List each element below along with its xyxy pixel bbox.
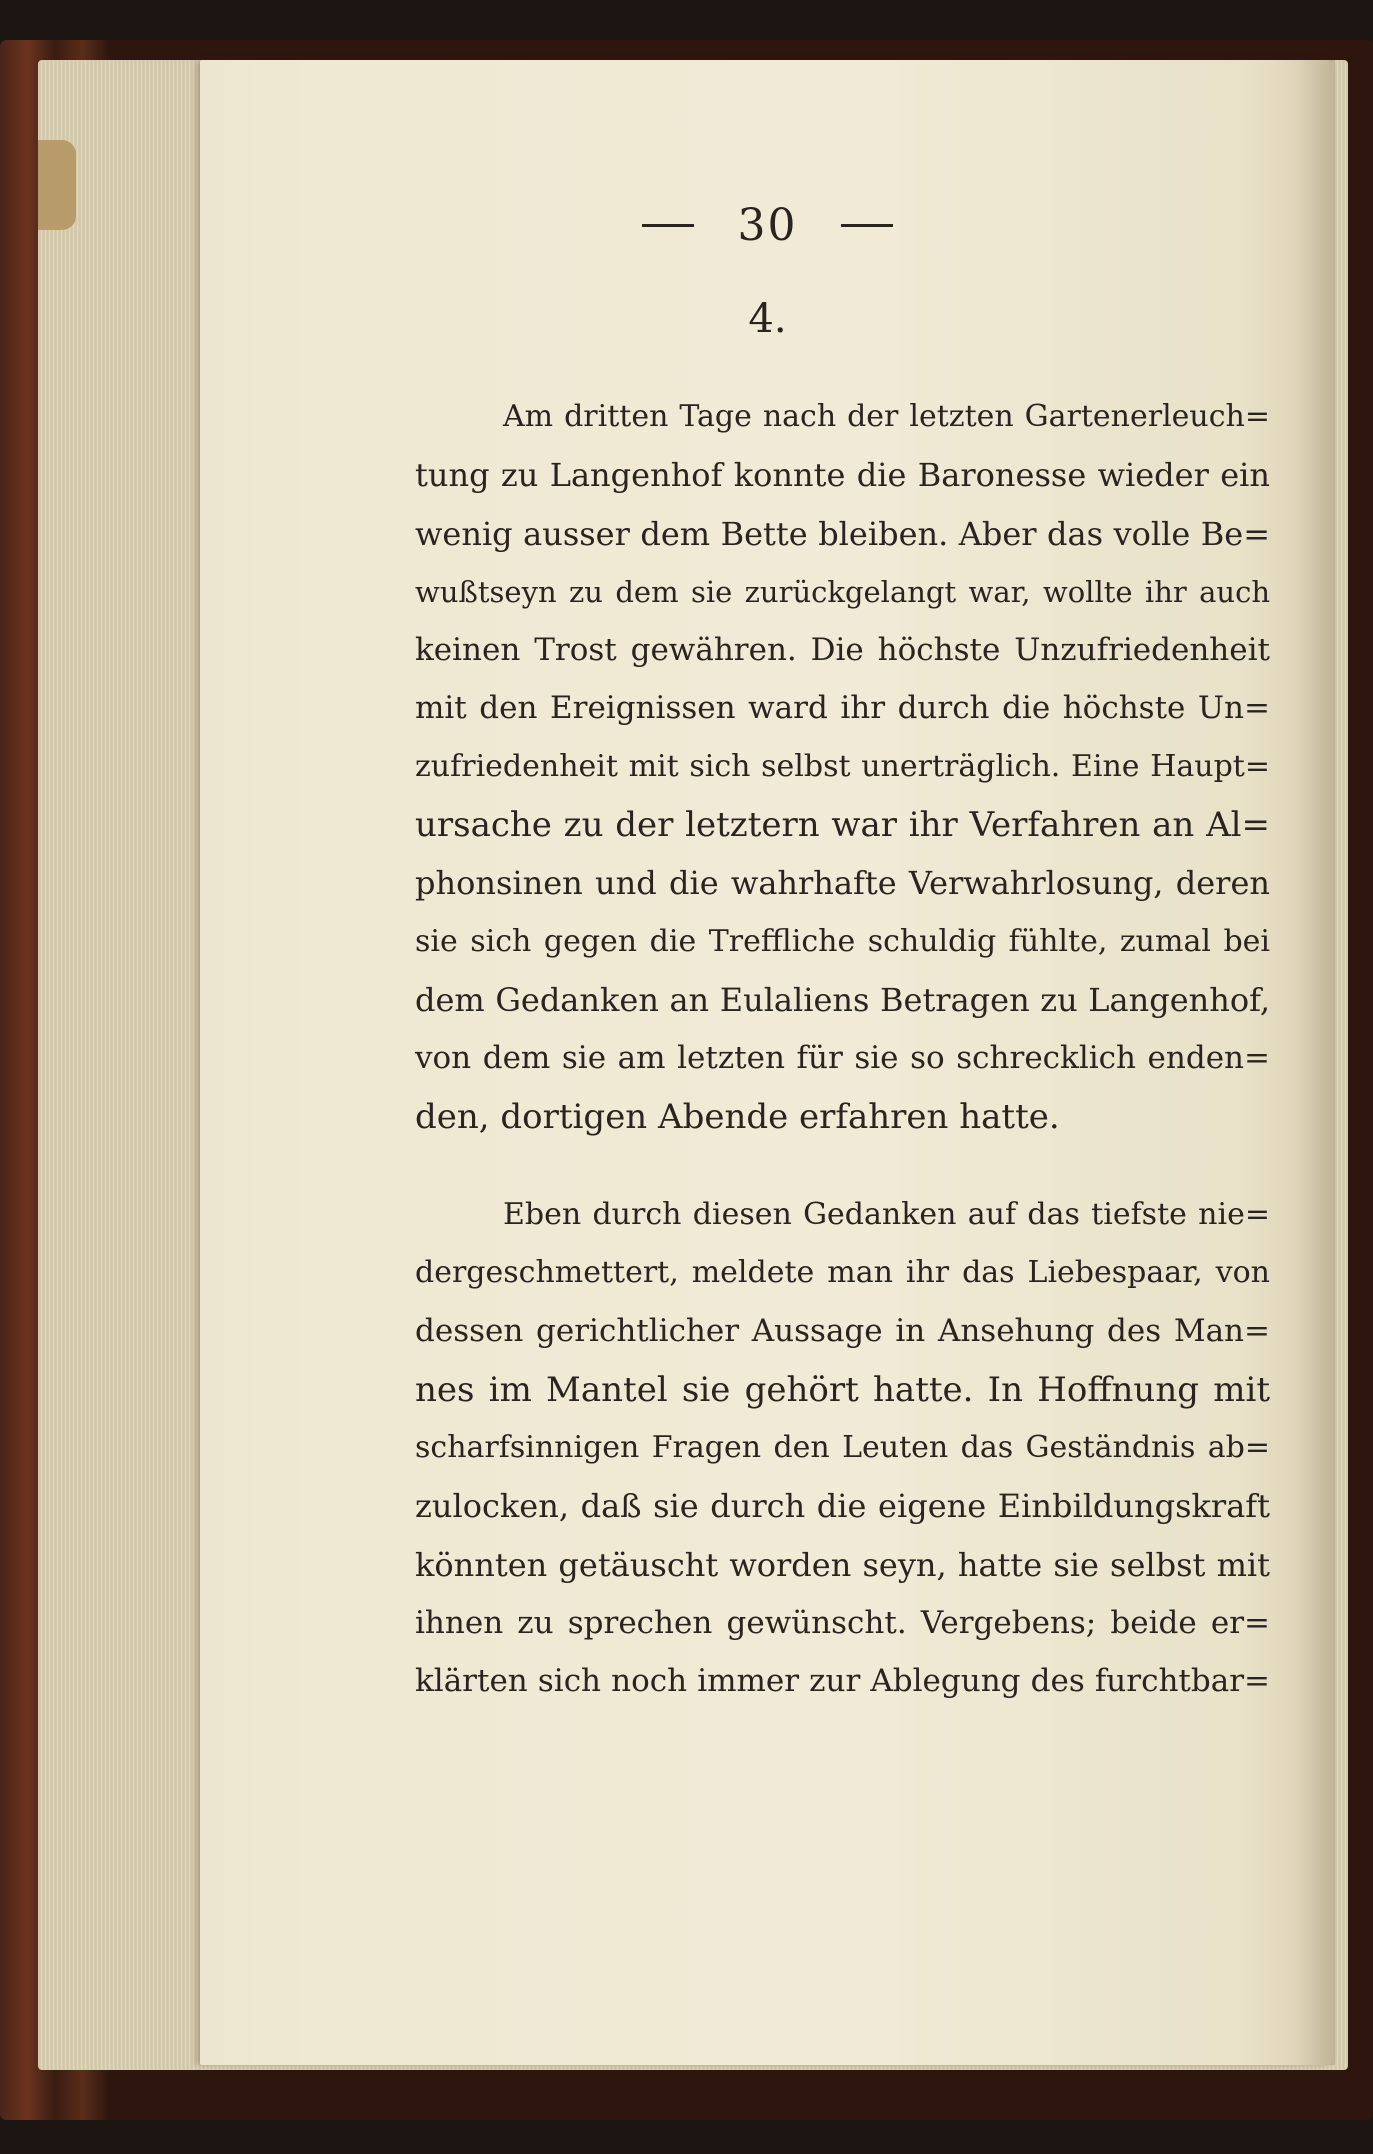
text-line: zufriedenheit mit sich selbst unerträglich. Eine Haupt= [415, 748, 1270, 784]
text-line: dem Gedanken an Eulaliens Betragen zu Langenhof, [415, 980, 1270, 1019]
text-line: könnten getäuscht worden seyn, hatte sie selbst mit [415, 1545, 1270, 1584]
text-line: ursache zu der letztern war ihr Verfahren an Al= [415, 805, 1270, 846]
chapter-number: 4. [748, 296, 787, 342]
text-line: tung zu Langenhof konnte die Baronesse wieder ein [415, 456, 1270, 495]
paragraph-1 [415, 388, 1270, 1146]
text-line: dessen gerichtlicher Aussage in Ansehung des Man= [415, 1313, 1270, 1350]
text-line: von dem sie am letzten für sie so schrecklich enden= [415, 1040, 1270, 1077]
text-line: wenig ausser dem Bette bleiben. Aber das volle Be= [415, 514, 1270, 553]
text-line: Am dritten Tage nach der letzten Gartenerleuch= [503, 399, 1270, 434]
page-header [200, 200, 1335, 251]
text-line: scharfsinnigen Fragen den Leuten das Geständnis ab= [415, 1430, 1270, 1466]
text-line: zulocken, daß sie durch die eigene Einbildungskraft [415, 1487, 1270, 1526]
header-dash-left [642, 224, 694, 227]
text-line: sie sich gegen die Treffliche schuldig fühlte, zumal bei [415, 923, 1270, 959]
cover-corner [38, 140, 76, 230]
text-line: mit den Ereignissen ward ihr durch die höchste Un= [415, 690, 1270, 727]
text-line: den, dortigen Abende erfahren hatte. [415, 1096, 1060, 1137]
text-line: phonsinen und die wahrhafte Verwahrlosung, deren [415, 864, 1270, 903]
text-line: klärten sich noch immer zur Ablegung des furchtbar= [415, 1663, 1270, 1700]
page-number: 30 [737, 200, 798, 251]
header-dash-right [841, 224, 893, 227]
text-line: nes im Mantel sie gehört hatte. In Hoffnung mit [415, 1369, 1270, 1410]
paragraph-gap [415, 1146, 1270, 1186]
paragraph-2 [415, 1186, 1270, 1711]
text-line: keinen Trost gewähren. Die höchste Unzufriedenheit [415, 632, 1270, 669]
page-shadow [1295, 60, 1335, 2065]
text-line: ihnen zu sprechen gewünscht. Vergebens; beide er= [415, 1604, 1270, 1641]
text-line: Eben durch diesen Gedanken auf das tiefste nie= [503, 1196, 1270, 1232]
text-line: dergeschmettert, meldete man ihr das Liebespaar, von [415, 1255, 1270, 1291]
body-text [415, 388, 1270, 1711]
text-line: wußtseyn zu dem sie zurückgelangt war, wollte ihr auch [415, 574, 1270, 609]
